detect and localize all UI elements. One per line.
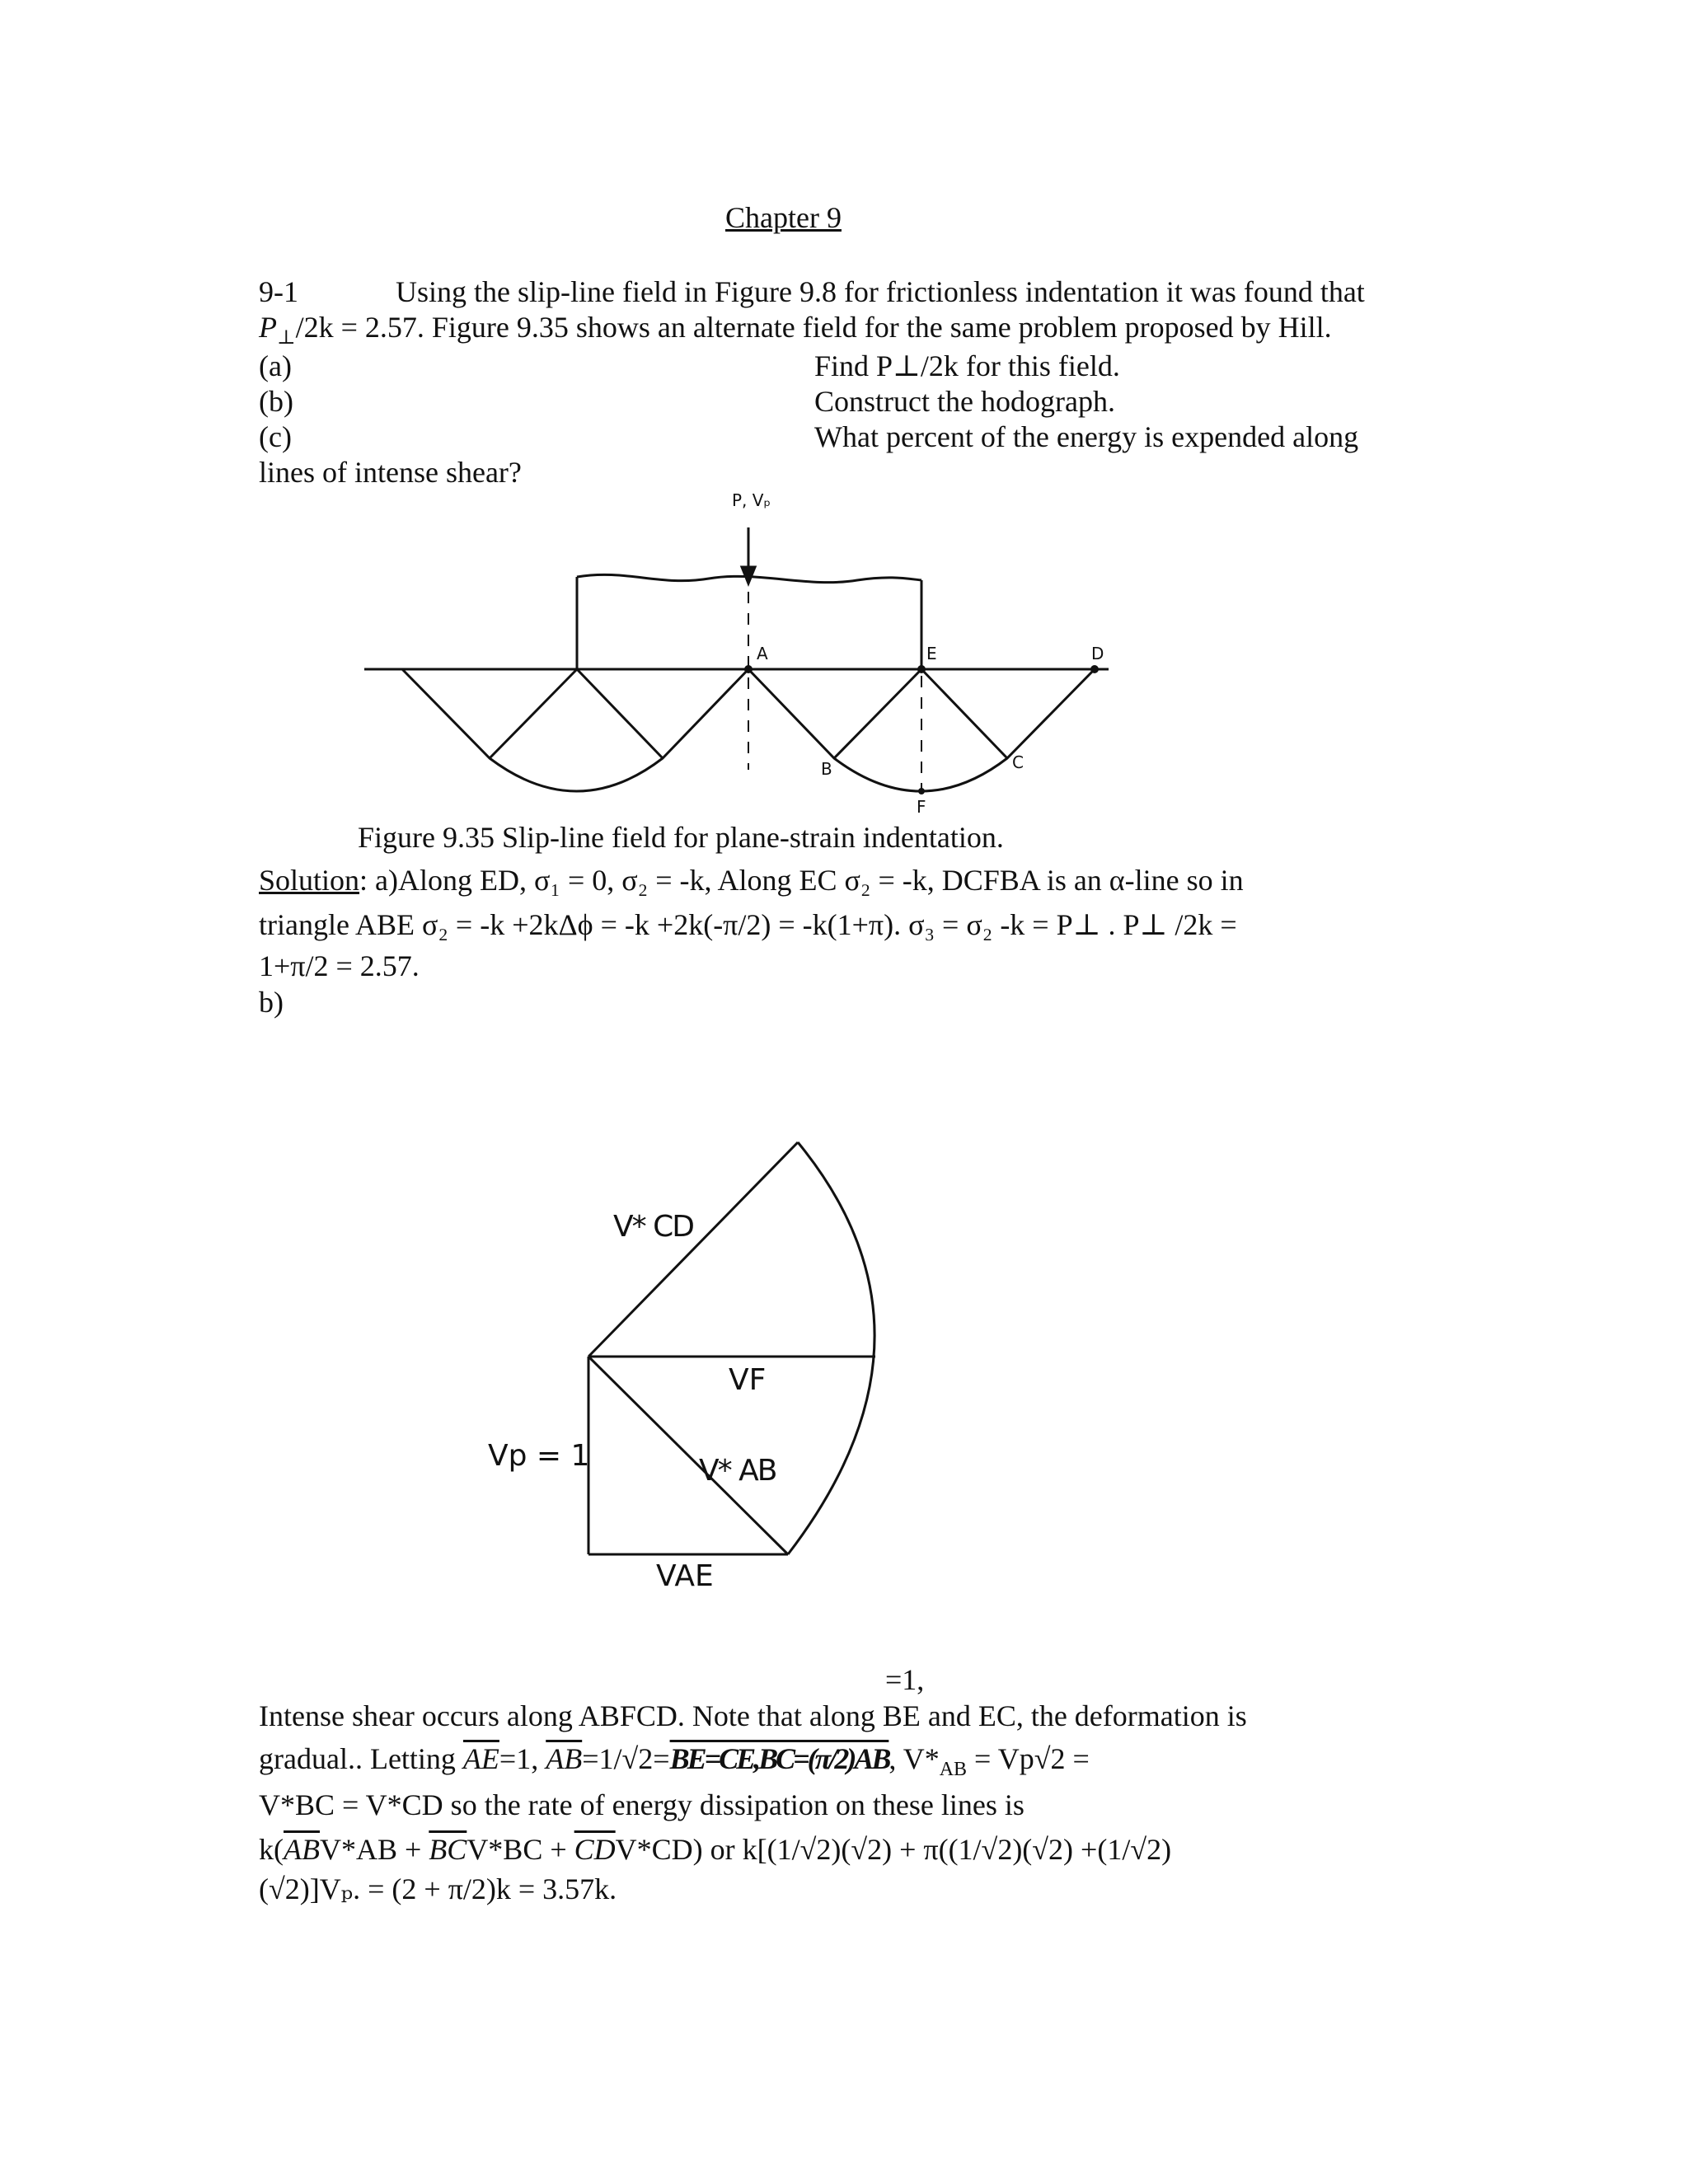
label-vae: VAE [656, 1559, 714, 1593]
problem-line-1: Using the slip-line field in Figure 9.8 for frictionless indentation it was found that [396, 275, 1365, 308]
item-c-label: (c) [259, 420, 292, 453]
line4-b: V*AB + [319, 1833, 429, 1866]
solution-line-4: b) [259, 986, 284, 1019]
part-c-line-5: (√2)]Vₚ. = (2 + π/2)k = 3.57k. [259, 1872, 617, 1905]
item-c-continued: lines of intense shear? [259, 456, 522, 489]
solution-heading: Solution [259, 864, 360, 897]
p-symbol: P [259, 311, 277, 344]
line2-d: , V* [889, 1742, 940, 1775]
problem-line-2-rest: /2k = 2.57. Figure 9.35 shows an alternate field for the same problem proposed by Hill. [295, 311, 1332, 344]
line4-c: V*BC + [467, 1833, 574, 1866]
line2-e: = Vp√2 = [967, 1742, 1090, 1775]
p-subscript: ⊥ [277, 327, 296, 349]
part-c-line-1: Intense shear occurs along ABFCD. Note that along BE and EC, the deformation is [259, 1699, 1247, 1732]
page-title: Chapter 9 [725, 201, 842, 234]
solution-line-2: triangle ABE σ₂ = -k +2kΔϕ = -k +2k(-π/2) = -k(1+π). σ₃ = σ₂ -k = P⊥ . P⊥ /2k = [259, 908, 1237, 941]
part-c-line-4 [259, 1831, 1171, 1868]
line2-b: =1, [499, 1742, 546, 1775]
line2-d-sub: AB [939, 1759, 968, 1781]
label-vp: Vp = 1 [488, 1439, 590, 1473]
point-b-label: B [821, 759, 832, 779]
segment-ae: $\overline{AE}$ [462, 1742, 499, 1775]
point-e-label: E [926, 644, 937, 663]
label-vf: VF [729, 1363, 767, 1397]
label-v-star-cd: V* CD [613, 1210, 693, 1244]
line2-a: gradual.. Letting [259, 1742, 463, 1775]
item-a-label: (a) [259, 349, 292, 382]
point-a-label: A [757, 644, 768, 663]
segment-ab: $\overline{AB}$ [546, 1742, 583, 1775]
line4-a: k( [259, 1833, 284, 1866]
line4-d: V*CD) or k[(1/√2)(√2) + π((1/√2)(√2) +(1/√2) [615, 1833, 1172, 1866]
solution-line-1-text: : a)Along ED, σ₁ = 0, σ₂ = -k, Along EC σ₂ = -k, DCFBA is an α-line so in [359, 864, 1244, 897]
item-b-label: (b) [259, 385, 293, 418]
equation-fragment: =1, [885, 1663, 925, 1696]
segment-cd: $\overline{CD}$ [574, 1833, 616, 1866]
load-label: P, Vₚ [732, 490, 771, 510]
solution-line-3: 1+π/2 = 2.57. [259, 949, 420, 982]
point-c-label: C [1012, 752, 1024, 772]
point-f-label: F [917, 797, 926, 817]
point-d-label: D [1091, 644, 1104, 663]
segment-bc: $\overline{BC}$ [429, 1833, 467, 1866]
part-c-line-3: V*BC = V*CD so the rate of energy dissipation on these lines is [259, 1788, 1025, 1821]
item-c-text: What percent of the energy is expended along [814, 420, 1359, 453]
item-b-text: Construct the hodograph. [814, 385, 1115, 418]
problem-number: 9-1 [259, 275, 298, 308]
segment-be-bc: BE=CE,BC=(π/2)AB [669, 1742, 889, 1775]
label-v-star-ab: V* AB [699, 1454, 776, 1488]
figure-caption: Figure 9.35 Slip-line field for plane-strain indentation. [358, 821, 1004, 854]
part-c-line-2 [259, 1741, 1090, 1788]
item-a-text: Find P⊥/2k for this field. [814, 349, 1120, 382]
line2-c: =1/√2= [582, 1742, 670, 1775]
segment-ab-2: $\overline{AB}$ [284, 1833, 320, 1866]
